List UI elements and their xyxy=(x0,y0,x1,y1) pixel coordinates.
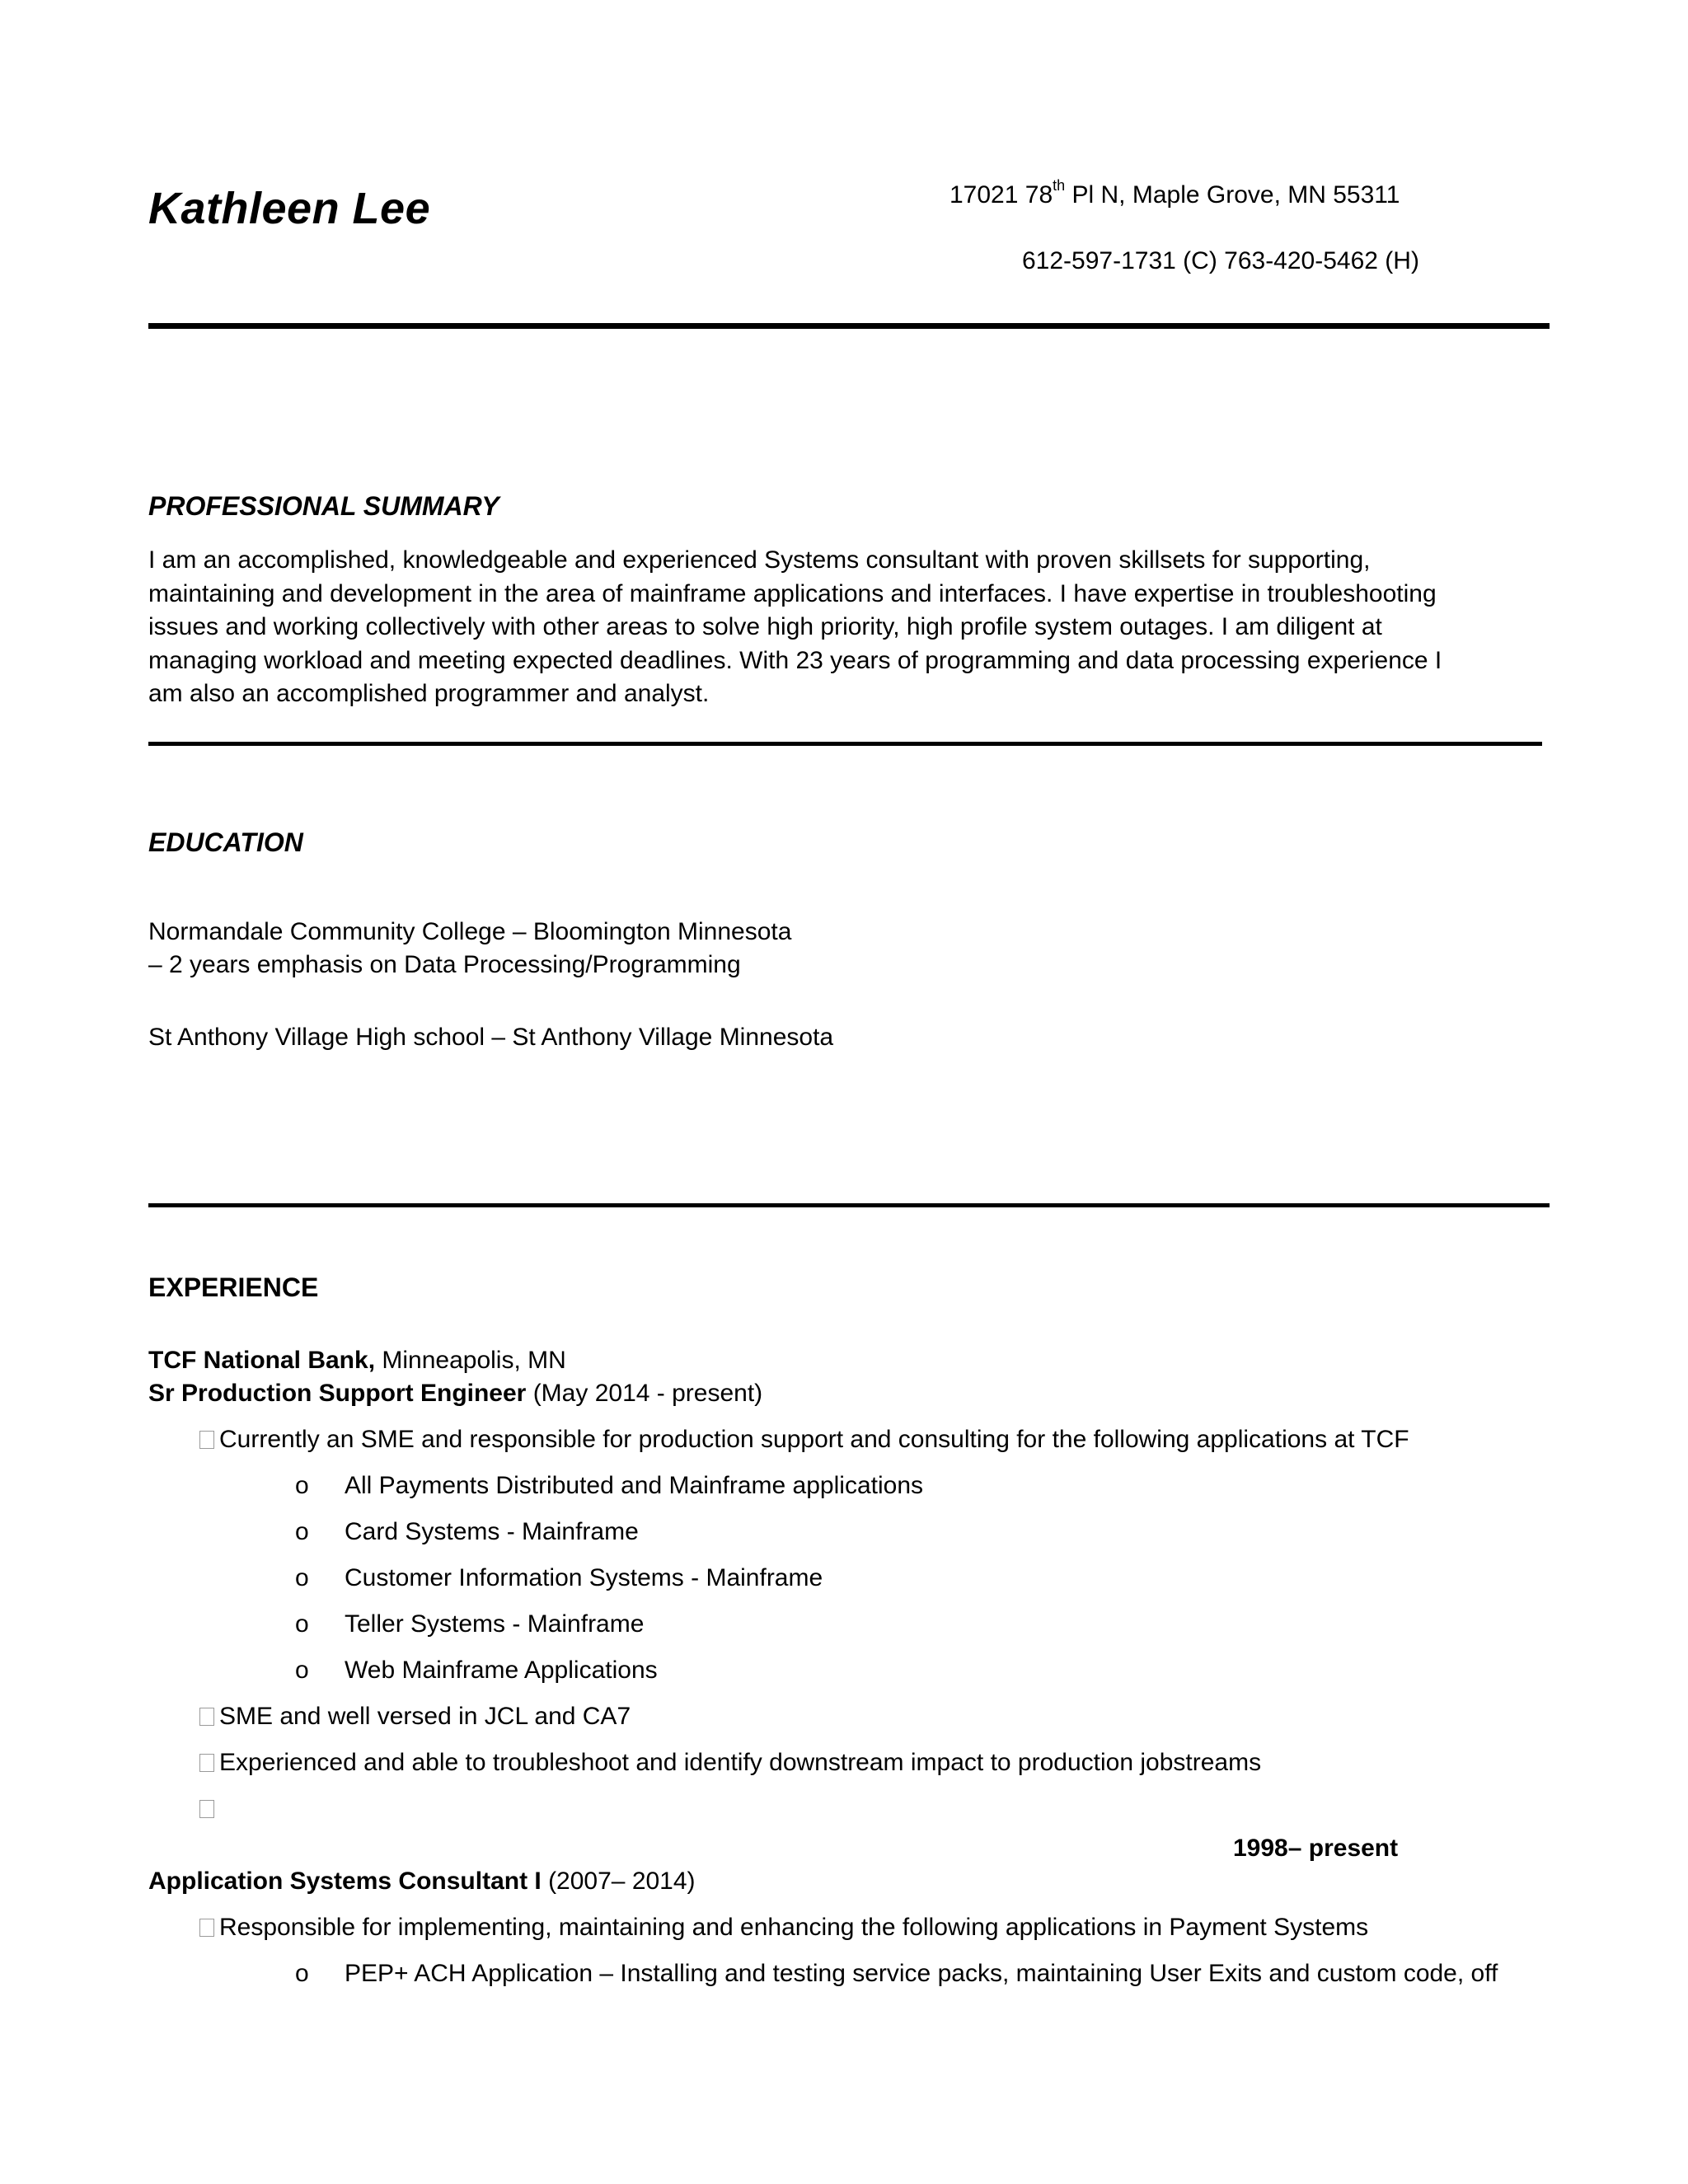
address-city: Pl N, Maple Grove, MN 55311 xyxy=(1065,181,1400,209)
bullet-item: Currently an SME and responsible for production support and consulting for the following applications at TCF xyxy=(199,1426,1409,1454)
sub-bullet-icon: o xyxy=(295,1610,309,1638)
checkbox-bullet-icon xyxy=(199,1754,214,1772)
company-name: TCF National Bank, xyxy=(148,1347,376,1374)
summary-line: maintaining and development in the area of mainframe applications and interfaces. I have expertise in troubleshooting xyxy=(148,579,1437,607)
address-street: 17021 78 xyxy=(950,181,1053,209)
summary-divider xyxy=(148,742,1542,746)
sub-item: Teller Systems - Mainframe xyxy=(345,1610,645,1638)
company-line xyxy=(148,1347,566,1375)
role-2-dates: (2007– 2014) xyxy=(541,1868,696,1895)
tenure-dates: 1998– present xyxy=(1233,1835,1399,1862)
sub-item: All Payments Distributed and Mainframe applications xyxy=(345,1472,923,1499)
school-1-detail: – 2 years emphasis on Data Processing/Programming xyxy=(148,951,741,978)
sub-bullet-icon: o xyxy=(295,1564,309,1591)
phone-numbers: 612-597-1731 (C) 763-420-5462 (H) xyxy=(1022,247,1419,274)
school-2: St Anthony Village High school – St Anthony Village Minnesota xyxy=(148,1024,834,1051)
summary-heading: PROFESSIONAL SUMMARY xyxy=(148,491,499,521)
bullet-item: Responsible for implementing, maintaining and enhancing the following applications in Payment Systems xyxy=(199,1914,1368,1942)
candidate-name: Kathleen Lee xyxy=(148,184,431,233)
school-1: Normandale Community College – Bloomington Minnesota xyxy=(148,918,792,945)
summary-line: managing workload and meeting expected deadlines. With 23 years of programming and data processing experience I xyxy=(148,646,1442,674)
education-heading: EDUCATION xyxy=(148,827,303,857)
sub-item: PEP+ ACH Application – Installing and testing service packs, maintaining User Exits and custom code, off xyxy=(345,1960,1498,1987)
summary-line: I am an accomplished, knowledgeable and experienced Systems consultant with proven skillsets for supporting, xyxy=(148,546,1371,574)
role-2-title: Application Systems Consultant I xyxy=(148,1868,542,1895)
checkbox-bullet-icon xyxy=(199,1919,214,1937)
summary-line: issues and working collectively with other areas to solve high priority, high profile system outages. I am diligent at xyxy=(148,613,1382,640)
checkbox-bullet-icon xyxy=(199,1431,214,1449)
header-divider xyxy=(148,323,1550,329)
bullet-item: Experienced and able to troubleshoot and identify downstream impact to production jobstreams xyxy=(199,1749,1261,1777)
summary-line: am also an accomplished programmer and analyst. xyxy=(148,680,710,707)
address xyxy=(950,177,1400,209)
experience-heading: EXPERIENCE xyxy=(148,1272,319,1302)
role-1-line xyxy=(148,1380,762,1408)
sub-bullet-icon: o xyxy=(295,1472,309,1499)
address-ordinal: th xyxy=(1053,177,1066,194)
role-1-dates: (May 2014 - present) xyxy=(526,1380,763,1407)
role-1-title: Sr Production Support Engineer xyxy=(148,1380,527,1407)
sub-item: Customer Information Systems - Mainframe xyxy=(345,1564,823,1591)
sub-item: Web Mainframe Applications xyxy=(345,1657,658,1684)
sub-bullet-icon: o xyxy=(295,1960,309,1987)
sub-item: Card Systems - Mainframe xyxy=(345,1518,639,1545)
bullet-item: SME and well versed in JCL and CA7 xyxy=(199,1703,631,1731)
education-divider xyxy=(148,1203,1550,1207)
checkbox-bullet-icon xyxy=(199,1708,214,1726)
sub-bullet-icon: o xyxy=(295,1518,309,1545)
sub-bullet-icon: o xyxy=(295,1657,309,1684)
bullet-item xyxy=(199,1795,219,1823)
company-location: Minneapolis, MN xyxy=(375,1347,566,1374)
checkbox-bullet-icon xyxy=(199,1800,214,1818)
summary-paragraph xyxy=(148,544,1566,711)
role-2-line xyxy=(148,1868,696,1896)
